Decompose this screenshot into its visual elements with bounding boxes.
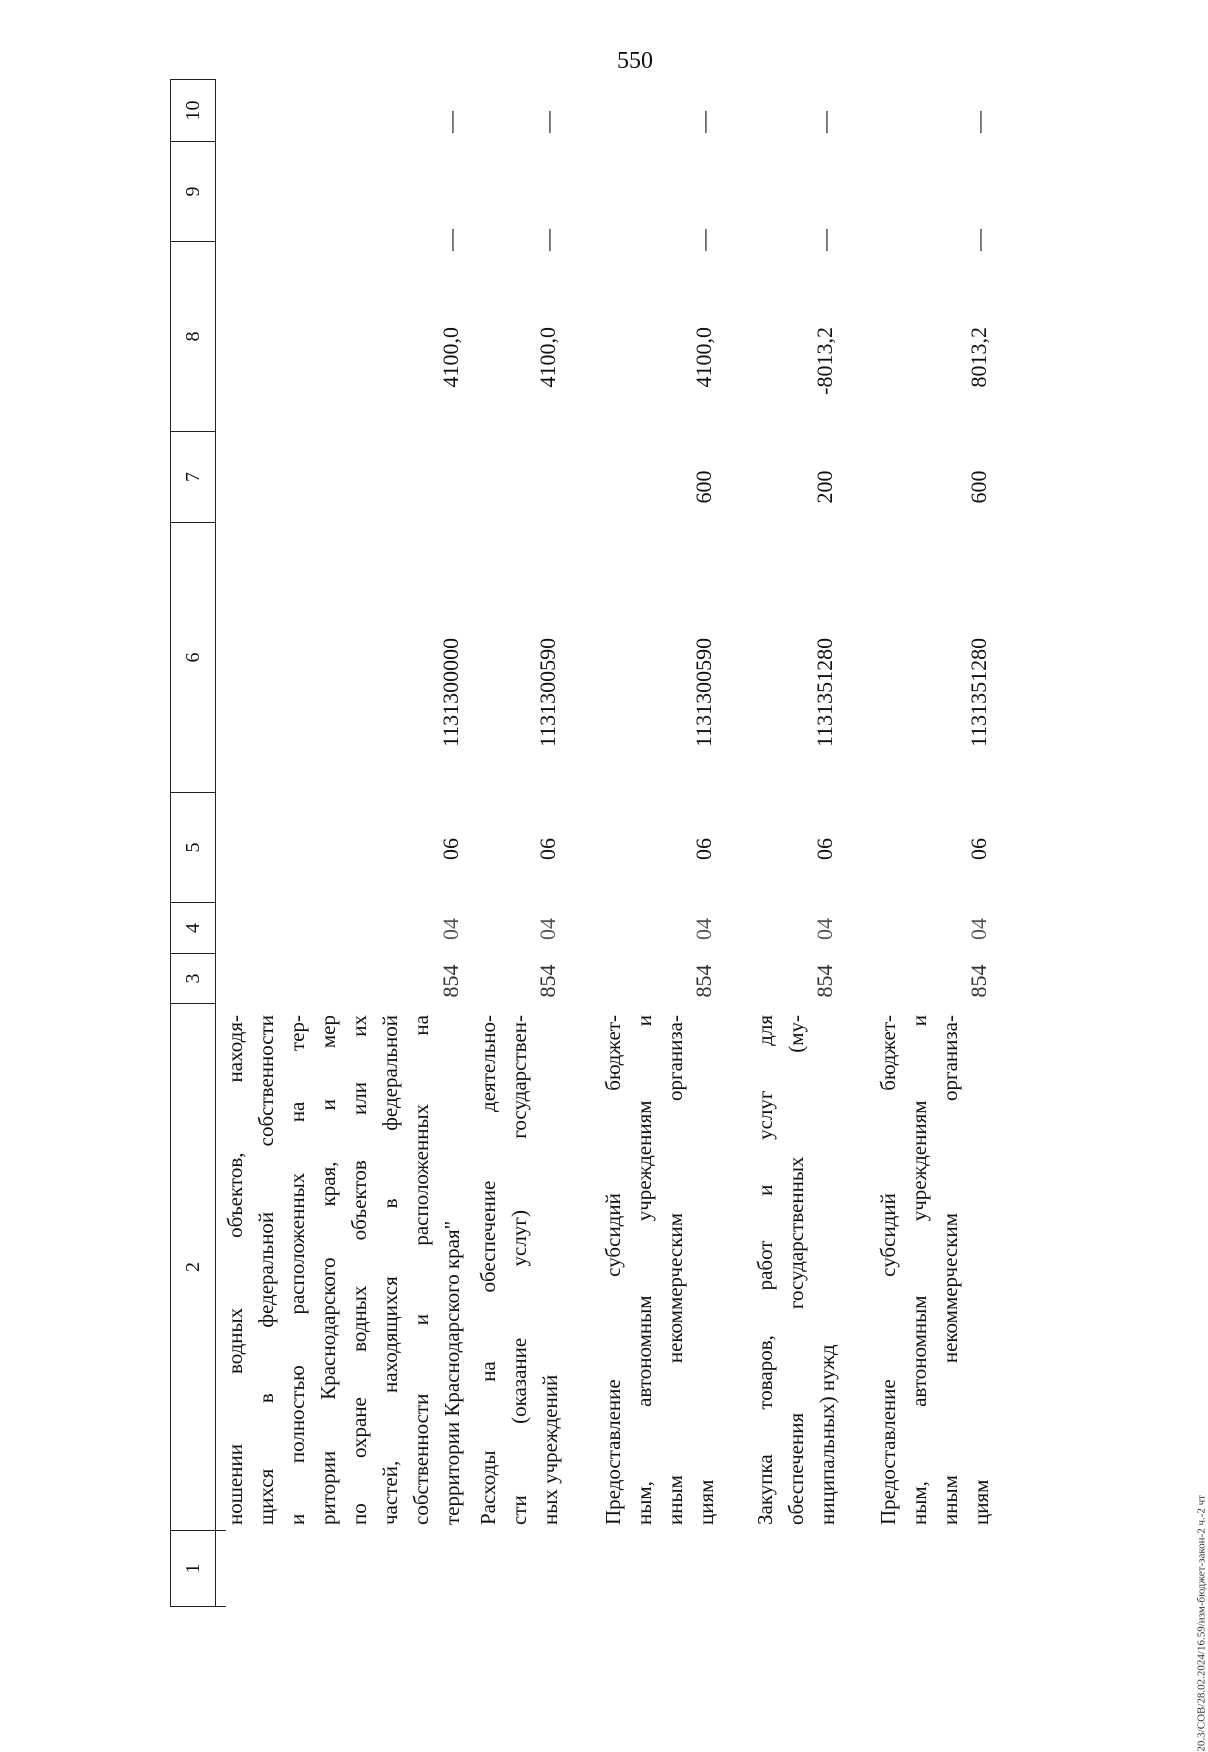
row-description: Предоставление субсидий бюджет- ным, автономным учреждениям и иным некоммерческим организа- циям (876, 1015, 993, 1525)
cell-col-7: 200 (812, 470, 837, 504)
cell-col-6: 1131300590 (691, 637, 716, 747)
header-col-4: 4 (170, 902, 216, 954)
table-row (750, 77, 850, 1607)
cell-col-8: 4100,0 (535, 327, 560, 388)
header-col-6: 6 (170, 522, 216, 793)
cell-col-9: — (812, 229, 837, 251)
cell-col-6: 1131351280 (812, 637, 837, 747)
cell-col-3: 854 (438, 964, 463, 998)
table-row (220, 77, 470, 1607)
table-row (598, 77, 728, 1607)
header-col-9: 9 (170, 141, 216, 242)
cell-col-9: — (966, 229, 991, 251)
row-description: Предоставление субсидий бюджет- ным, автономным учреждениям и иным некоммерческим организа- циям (601, 1015, 718, 1525)
cell-col-8: -8013,2 (812, 327, 837, 395)
header-col-10: 10 (170, 79, 216, 142)
cell-col-3: 854 (966, 964, 991, 998)
cell-col-5: 06 (691, 838, 716, 860)
header-col-8: 8 (170, 241, 216, 432)
cell-col-10: — (812, 111, 837, 133)
cell-col-9: — (438, 229, 463, 251)
cell-col-4: 04 (691, 918, 716, 940)
table-row (873, 77, 1003, 1607)
table-row (473, 77, 583, 1607)
cell-col-4: 04 (812, 918, 837, 940)
header-col-7: 7 (170, 431, 216, 523)
table-header (170, 77, 216, 1607)
cell-col-8: 4100,0 (438, 327, 463, 388)
cell-col-4: 04 (966, 918, 991, 940)
cell-col-9: — (691, 229, 716, 251)
row-description: ношении водных объектов, находя- щихся в федеральной собственности и полностью расположенных на тер- ритории Краснодарского края, и мер по охране водных объектов или их частей, находящихся в федеральной собственности и расположенных на территории Краснодарского края" (223, 1015, 464, 1525)
cell-col-10: — (966, 111, 991, 133)
cell-col-5: 06 (438, 838, 463, 860)
cell-col-6: 1131351280 (966, 637, 991, 747)
cell-col-4: 04 (535, 918, 560, 940)
cell-col-5: 06 (535, 838, 560, 860)
cell-col-3: 854 (812, 964, 837, 998)
cell-col-8: 4100,0 (691, 327, 716, 388)
cell-col-8: 8013,2 (966, 327, 991, 388)
header-col-3: 3 (170, 953, 216, 1004)
cell-col-3: 854 (535, 964, 560, 998)
cell-col-9: — (535, 229, 560, 251)
row-description: Расходы на обеспечение деятельно- сти (оказание услуг) государствен- ных учреждений (476, 1015, 562, 1525)
cell-col-7: 600 (966, 470, 991, 504)
cell-col-6: 1131300590 (535, 637, 560, 747)
header-col-2: 2 (170, 1003, 216, 1531)
budget-table (170, 77, 1090, 1607)
cell-col-4: 04 (438, 918, 463, 940)
cell-col-7: 600 (691, 470, 716, 504)
row-description: Закупка товаров, работ и услуг для обеспечения государственных (му- ниципальных) нужд (753, 1015, 839, 1525)
cell-col-10: — (438, 111, 463, 133)
header-col-1: 1 (170, 1530, 216, 1607)
cell-col-6: 1131300000 (438, 637, 463, 747)
cell-col-10: — (535, 111, 560, 133)
document-footer-code: 20.3/СОВ/28.02.2024/16.59/изм-бюджет-закон-2 ч.-2 чт (1196, 1495, 1208, 1752)
cell-col-5: 06 (966, 838, 991, 860)
cell-col-5: 06 (812, 838, 837, 860)
header-col-5: 5 (170, 792, 216, 903)
cell-col-3: 854 (691, 964, 716, 998)
page-number: 550 (617, 48, 653, 74)
cell-col-10: — (691, 111, 716, 133)
